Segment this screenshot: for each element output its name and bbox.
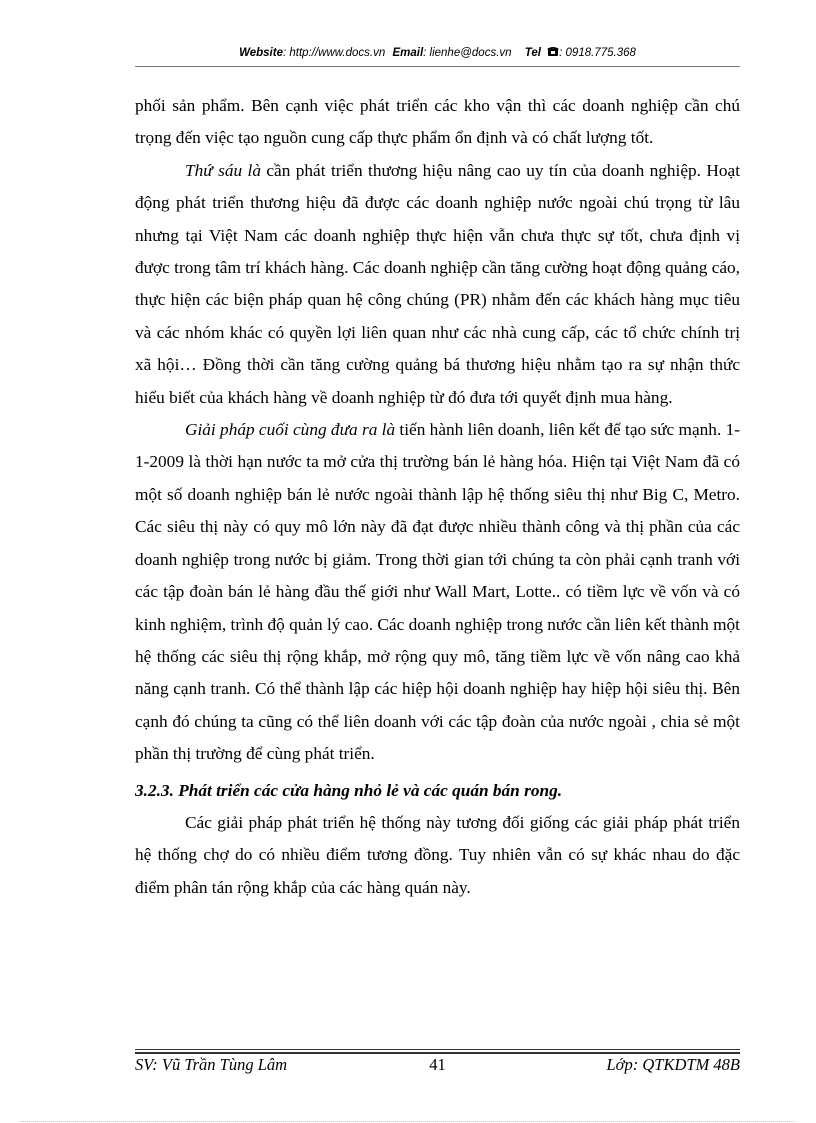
- email-value: : lienhe@docs.vn: [423, 47, 512, 59]
- tel-label: Tel: [524, 47, 541, 59]
- website-label: Website: [239, 47, 283, 59]
- footer-divider-thin: [135, 1049, 740, 1050]
- document-body: [135, 90, 740, 904]
- phone-icon: [547, 46, 559, 60]
- website-value: : http://www.docs.vn: [282, 47, 386, 59]
- page-footer: [135, 1055, 740, 1077]
- page-number: 41: [429, 1055, 446, 1074]
- footer-divider-thick: [135, 1052, 740, 1054]
- paragraph-4: Các giải pháp phát triển hệ thống này tương đối giống các giải pháp phát triển hệ thống chợ do có nhiều điểm tương đồng. Tuy nhiên vẫn có sự khác nhau do đặc điểm phân tán rộng khắp của các hàng quán này.: [135, 812, 740, 897]
- email-label: Email: [392, 47, 424, 59]
- paragraph-2-text: cần phát triển thương hiệu nâng cao uy tín của doanh nghiệp. Hoạt động phát triển thương hiệu đã được các doanh nghiệp nước ngoài chú trọng từ lâu nhưng tại Việt Nam các doanh nghiệp thực hiện vẫn chưa thực sự tốt, chưa định vị được trong tâm trí khách hàng. Các doanh nghiệp cần tăng cường hoạt động quảng cáo, thực hiện các biện pháp quan hệ công chúng (PR) nhằm đến các khách hàng mục tiêu và các nhóm khác có quyền lợi liên quan như các nhà cung cấp, các tổ chức chính trị xã hội… Đồng thời cần tăng cường quảng bá thương hiệu nhằm tạo ra sự nhận thức hiểu biết của khách hàng về doanh nghiệp từ đó đưa tới quyết định mua hàng.: [135, 160, 740, 407]
- paragraph-3-text: tiến hành liên doanh, liên kết để tạo sức mạnh. 1-1-2009 là thời hạn nước ta mở cửa thị trường bán lẻ hàng hóa. Hiện tại Việt Nam đã có một số doanh nghiệp bán lẻ nước ngoài thành lập hệ thống siêu thị như Big C, Metro. Các siêu thị này có quy mô lớn này đã đạt được nhiều thành công và thị phần của các doanh nghiệp trong nước bị giảm. Trong thời gian tới chúng ta còn phải cạnh tranh với các tập đoàn bán lẻ hàng đầu thế giới như Wall Mart, Lotte.. có tiềm lực về vốn và có kinh nghiệm, trình độ quản lý cao. Các doanh nghiệp trong nước cần liên kết thành một hệ thống các siêu thị rộng khắp, mở rộng quy mô, tăng tiềm lực về vốn nâng cao khả năng cạnh tranh. Có thể thành lập các hiệp hội doanh nghiệp hay hiệp hội siêu thị. Bên cạnh đó chúng ta cũng có thể liên doanh với các tập đoàn của nước ngoài , chia sẻ một phần thị trường để cùng phát triển.: [135, 420, 740, 764]
- section-heading: 3.2.3. Phát triển các cửa hàng nhỏ lẻ và các quán bán rong.: [135, 780, 563, 800]
- header-divider: [135, 66, 740, 67]
- paragraph-1: phối sản phẩm. Bên cạnh việc phát triển các kho vận thì các doanh nghiệp cần chú trọng đến việc tạo nguồn cung cấp thực phẩm ổn định và có chất lượng tốt.: [135, 96, 740, 148]
- paragraph-3-lead: Giải pháp cuối cùng đưa ra là: [185, 420, 396, 440]
- page-edge-divider: [20, 1121, 796, 1122]
- class-name: Lớp: QTKDTM 48B: [606, 1055, 740, 1074]
- tel-value: : 0918.775.368: [559, 47, 636, 59]
- paragraph-3: [135, 414, 740, 770]
- page-header: [135, 46, 740, 60]
- paragraph-2: [135, 155, 740, 414]
- student-name: SV: Vũ Trần Tùng Lâm: [135, 1055, 288, 1074]
- paragraph-2-lead: Thứ sáu là: [185, 160, 261, 180]
